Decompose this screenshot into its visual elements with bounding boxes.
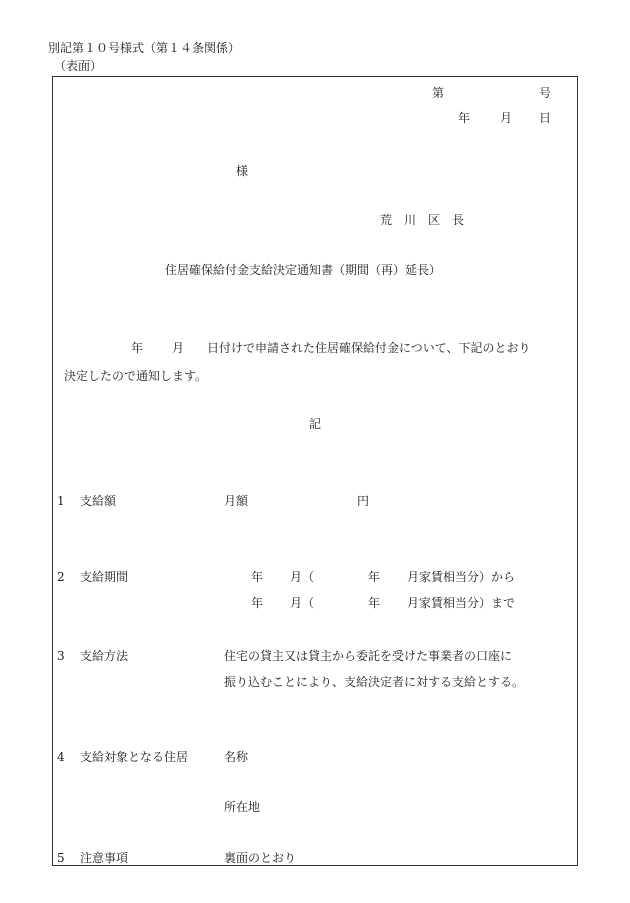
recipient-suffix: 様 (236, 164, 249, 178)
period-row1-tail: 月家賃相当分）から (407, 570, 516, 584)
residence-name: 名称 (224, 750, 249, 764)
item-5-number: 5 (57, 851, 65, 865)
date-month: 月 (500, 111, 513, 125)
document-title: 住居確保給付金支給決定通知書（期間（再）延長） (165, 263, 442, 277)
period-row2-year2: 年 (368, 596, 381, 610)
ki-heading: 記 (309, 417, 322, 431)
item-3-number: 3 (57, 649, 65, 663)
body-line1: 日付けで申請された住居確保給付金について、下記のとおり (207, 341, 531, 355)
period-row1-year2: 年 (368, 570, 381, 584)
date-year: 年 (458, 111, 471, 125)
item-1-number: 1 (57, 494, 65, 508)
item-1-monthly: 月額 (224, 494, 249, 508)
body-month: 月 (172, 341, 185, 355)
item-4-label: 支給対象となる住居 (80, 750, 189, 764)
method-line2: 振り込むことにより、支給決定者に対する支給とする。 (224, 675, 525, 689)
period-row1-month: 月（ (290, 570, 315, 584)
issuer: 荒 川 区 長 (380, 213, 465, 227)
date-day: 日 (539, 111, 552, 125)
item-3-label: 支給方法 (80, 649, 129, 663)
notes-value: 裏面のとおり (224, 851, 297, 865)
period-row2-month: 月（ (290, 596, 315, 610)
period-row1-year: 年 (251, 570, 264, 584)
residence-address: 所在地 (224, 800, 261, 814)
form-number: 別記第１０号様式（第１４条関係） (48, 41, 241, 55)
period-row2-tail: 月家賃相当分）まで (407, 596, 516, 610)
item-1-yen: 円 (357, 494, 370, 508)
notice-number-prefix: 第 (432, 86, 445, 100)
item-2-number: 2 (57, 570, 65, 584)
item-4-number: 4 (57, 750, 65, 764)
form-side: （表面） (54, 59, 103, 73)
item-2-label: 支給期間 (80, 570, 129, 584)
item-1-label: 支給額 (80, 494, 117, 508)
item-5-label: 注意事項 (80, 851, 129, 865)
body-line2: 決定したので通知します。 (64, 369, 208, 383)
form-frame (52, 76, 578, 866)
method-line1: 住宅の貸主又は貸主から委託を受けた事業者の口座に (224, 649, 513, 663)
period-row2-year: 年 (251, 596, 264, 610)
notice-number-suffix: 号 (539, 86, 552, 100)
body-year: 年 (131, 341, 144, 355)
